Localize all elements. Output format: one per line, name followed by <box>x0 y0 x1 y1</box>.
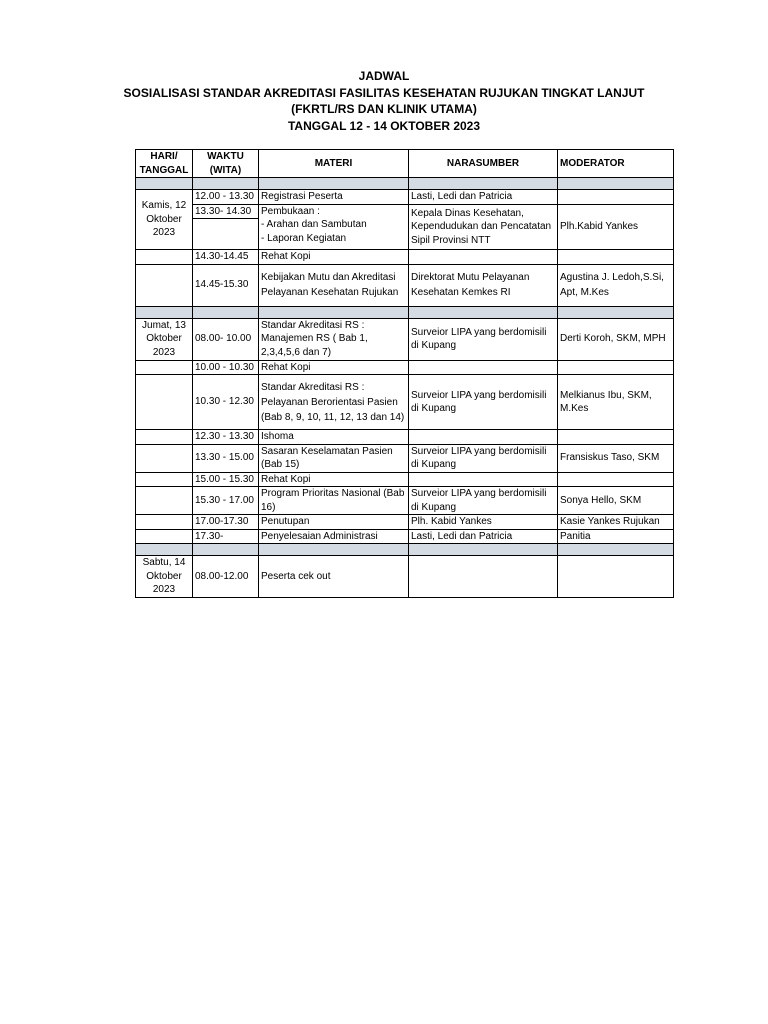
waktu-cell: 13.30- 14.30 <box>193 204 259 219</box>
waktu-cell: 12.30 - 13.30 <box>193 430 259 445</box>
narasumber-cell: Lasti, Ledi dan Patricia <box>409 190 558 205</box>
materi-cell: Registrasi Peserta <box>259 190 409 205</box>
materi-cell: Program Prioritas Nasional (Bab 16) <box>259 487 409 515</box>
moderator-cell: Kasie Yankes Rujukan <box>558 515 674 530</box>
header-materi: MATERI <box>259 150 409 178</box>
table-row <box>136 430 674 445</box>
table-row <box>136 190 674 205</box>
materi-cell: Standar Akreditasi RS : Manajemen RS ( Bab 1, 2,3,4,5,6 dan 7) <box>259 318 409 360</box>
waktu-cell: 15.00 - 15.30 <box>193 472 259 487</box>
table-row <box>136 250 674 265</box>
waktu-cell <box>193 219 259 250</box>
waktu-cell: 10.00 - 10.30 <box>193 360 259 375</box>
day-cell: Jumat, 13 Oktober 2023 <box>136 318 193 360</box>
table-row <box>136 444 674 472</box>
schedule-table <box>135 149 674 598</box>
table-row <box>136 375 674 430</box>
materi-cell: Standar Akreditasi RS : Pelayanan Berorientasi Pasien (Bab 8, 9, 10, 11, 12, 13 dan 14) <box>259 375 409 430</box>
materi-cell: Kebijakan Mutu dan Akreditasi Pelayanan Kesehatan Rujukan <box>259 264 409 306</box>
header-moderator: MODERATOR <box>558 150 674 178</box>
narasumber-cell: Surveior LIPA yang berdomisili di Kupang <box>409 375 558 430</box>
header-waktu: WAKTU (WITA) <box>193 150 259 178</box>
table-row <box>136 360 674 375</box>
table-row <box>136 529 674 544</box>
waktu-cell: 14.30-14.45 <box>193 250 259 265</box>
table-row <box>136 318 674 360</box>
moderator-cell: Melkianus Ibu, SKM, M.Kes <box>558 375 674 430</box>
separator-row <box>136 306 674 318</box>
separator-row <box>136 544 674 556</box>
narasumber-cell: Surveior LIPA yang berdomisili di Kupang <box>409 444 558 472</box>
moderator-cell: Derti Koroh, SKM, MPH <box>558 318 674 360</box>
waktu-cell: 12.00 - 13.30 <box>193 190 259 205</box>
waktu-cell: 14.45-15.30 <box>193 264 259 306</box>
moderator-cell: Sonya Hello, SKM <box>558 487 674 515</box>
waktu-cell: 13.30 - 15.00 <box>193 444 259 472</box>
table-row <box>136 487 674 515</box>
narasumber-cell: Direktorat Mutu Pelayanan Kesehatan Kemkes RI <box>409 264 558 306</box>
materi-cell: Sasaran Keselamatan Pasien (Bab 15) <box>259 444 409 472</box>
waktu-cell: 08.00-12.00 <box>193 556 259 598</box>
moderator-cell <box>558 190 674 205</box>
table-row <box>136 204 674 219</box>
header-narasumber: NARASUMBER <box>409 150 558 178</box>
waktu-cell: 17.30- <box>193 529 259 544</box>
separator-row <box>136 178 674 190</box>
narasumber-cell: Surveior LIPA yang berdomisili di Kupang <box>409 487 558 515</box>
narasumber-cell: Kepala Dinas Kesehatan, Kependudukan dan Pencatatan Sipil Provinsi NTT <box>409 204 558 250</box>
table-row <box>136 472 674 487</box>
waktu-cell: 17.00-17.30 <box>193 515 259 530</box>
moderator-cell: Panitia <box>558 529 674 544</box>
table-row <box>136 556 674 598</box>
narasumber-cell: Plh. Kabid Yankes <box>409 515 558 530</box>
table-row <box>136 515 674 530</box>
moderator-cell: Agustina J. Ledoh,S.Si, Apt, M.Kes <box>558 264 674 306</box>
waktu-cell: 10.30 - 12.30 <box>193 375 259 430</box>
day-cell: Sabtu, 14 Oktober 2023 <box>136 556 193 598</box>
title-line-3: (FKRTL/RS DAN KLINIK UTAMA) <box>291 102 477 116</box>
title-line-2: SOSIALISASI STANDAR AKREDITASI FASILITAS KESEHATAN RUJUKAN TINGKAT LANJUT <box>123 85 645 100</box>
materi-cell: Penyelesaian Administrasi <box>259 529 409 544</box>
materi-cell: Peserta cek out <box>259 556 409 598</box>
materi-cell: Penutupan <box>259 515 409 530</box>
document-title <box>0 68 768 134</box>
materi-cell: Pembukaan : - Arahan dan Sambutan - Laporan Kegiatan <box>259 204 409 250</box>
header-hari: HARI/ TANGGAL <box>136 150 193 178</box>
waktu-cell: 08.00- 10.00 <box>193 318 259 360</box>
materi-cell: Rehat Kopi <box>259 360 409 375</box>
moderator-cell: Plh.Kabid Yankes <box>558 204 674 250</box>
materi-cell: Rehat Kopi <box>259 250 409 265</box>
title-line-1: JADWAL <box>358 69 410 83</box>
moderator-cell: Fransiskus Taso, SKM <box>558 444 674 472</box>
waktu-cell: 15.30 - 17.00 <box>193 487 259 515</box>
header-row <box>136 150 674 178</box>
title-line-4: TANGGAL 12 - 14 OKTOBER 2023 <box>287 118 481 133</box>
narasumber-cell: Surveior LIPA yang berdomisili di Kupang <box>409 318 558 360</box>
narasumber-cell: Lasti, Ledi dan Patricia <box>409 529 558 544</box>
materi-cell: Ishoma <box>259 430 409 445</box>
table-row <box>136 264 674 306</box>
day-cell: Kamis, 12 Oktober 2023 <box>136 190 193 250</box>
materi-cell: Rehat Kopi <box>259 472 409 487</box>
